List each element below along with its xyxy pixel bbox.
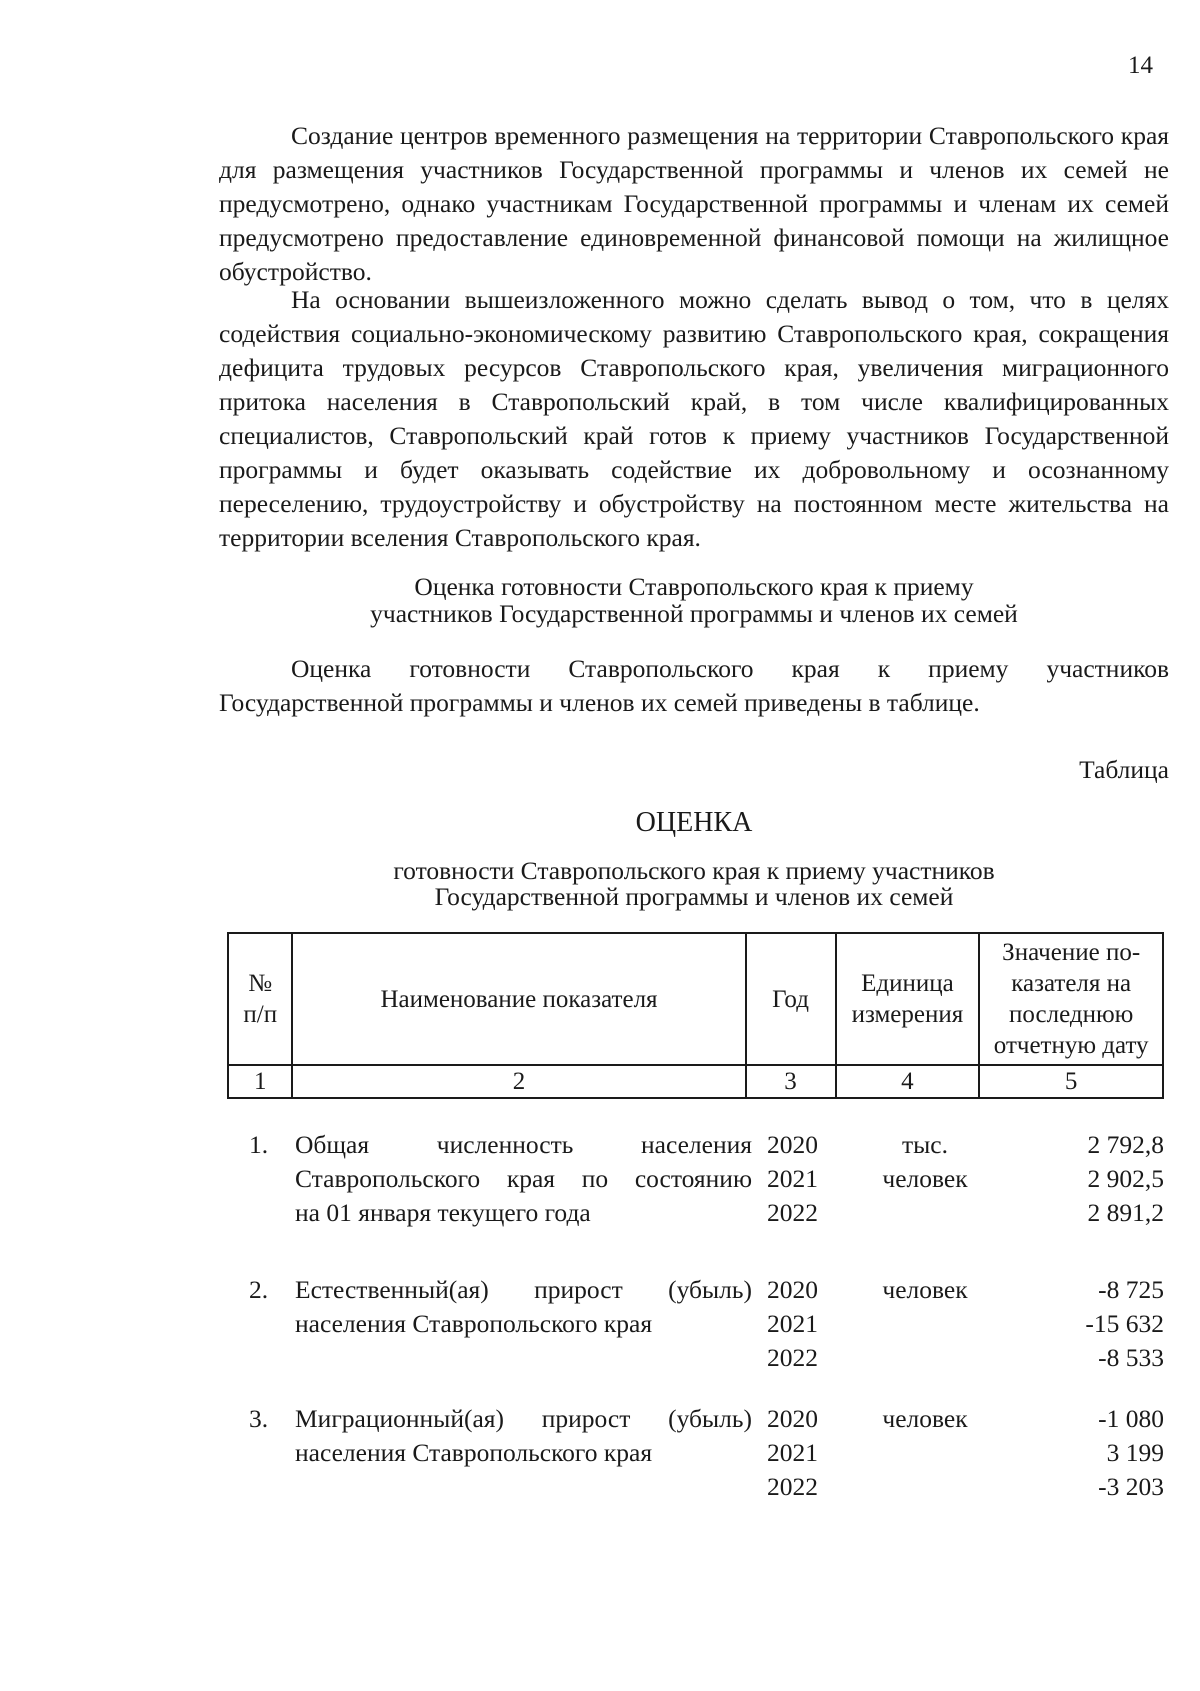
row-values: [899, 1273, 1164, 1375]
subheading-line-2: участников Государственной программы и членов их семей: [370, 599, 1018, 628]
column-number: 2: [292, 1065, 745, 1098]
indicator-value: 3 199: [1106, 1438, 1164, 1467]
indicator-value: 2 891,2: [1087, 1198, 1164, 1227]
indicator-name-line: населения Ставропольского края: [295, 1438, 653, 1467]
row-number: 3.: [249, 1404, 269, 1433]
unit-line: человек: [882, 1404, 968, 1433]
row-years: [767, 1402, 847, 1504]
row-number: 1.: [249, 1130, 269, 1159]
header-value-line: казателя на: [1011, 970, 1132, 997]
row-number: 2.: [249, 1275, 269, 1304]
header-value-line: последнюю: [1009, 1001, 1134, 1028]
row-indicator-name: [295, 1128, 752, 1230]
paragraph-centers: [219, 119, 1169, 289]
year-value: 2022: [767, 1343, 818, 1372]
indicator-name-line: населения Ставропольского края: [295, 1309, 653, 1338]
indicator-name-line: Естественный(ая) прирост (убыль): [295, 1275, 752, 1304]
unit-line: человек: [882, 1275, 968, 1304]
table-subtitle-line-2: Государственной программы и членов их семей: [434, 882, 954, 911]
column-number: 1: [228, 1065, 292, 1098]
year-value: 2022: [767, 1198, 818, 1227]
paragraph-conclusion: [219, 283, 1169, 555]
indicator-value: -15 632: [1085, 1309, 1164, 1338]
row-indicator-name: [295, 1273, 752, 1341]
year-value: 2020: [767, 1130, 818, 1159]
header-name-cell: Наименование показателя: [292, 933, 745, 1065]
year-value: 2021: [767, 1309, 818, 1338]
indicator-value: -8 725: [1098, 1275, 1164, 1304]
row-values: [899, 1402, 1164, 1504]
header-number-line: №: [248, 970, 273, 997]
year-value: 2020: [767, 1404, 818, 1433]
indicator-value: 2 902,5: [1087, 1164, 1164, 1193]
year-value: 2020: [767, 1275, 818, 1304]
header-number-cell: [228, 933, 292, 1065]
paragraph-text: Создание центров временного размещения на территории Ставропольского края для размещения участников Государственной программы и членов их семей не предусмотрено, однако участникам Государственной программы и членам их семей предусмотрено предоставление единовременной финансовой помощи на жилищное обустройство.: [219, 121, 1169, 286]
column-number: 5: [979, 1065, 1163, 1098]
indicator-name-line: Общая численность населения: [295, 1130, 752, 1159]
indicator-name-line: Миграционный(ая) прирост (убыль): [295, 1404, 752, 1433]
row-indicator-name: [295, 1402, 752, 1470]
unit-line: человек: [882, 1164, 968, 1193]
year-value: 2021: [767, 1438, 818, 1467]
row-years: [767, 1128, 847, 1230]
header-unit-line: измерения: [851, 1001, 964, 1028]
indicator-value: -1 080: [1098, 1404, 1164, 1433]
header-value-cell: [979, 933, 1163, 1065]
unit-line: тыс.: [902, 1130, 948, 1159]
column-number: 4: [836, 1065, 980, 1098]
table-title: ОЦЕНКА: [635, 807, 753, 838]
subheading-line-1: Оценка готовности Ставропольского края к приему: [414, 572, 974, 601]
row-years: [767, 1273, 847, 1375]
table-header: [227, 932, 1164, 1099]
year-value: 2021: [767, 1164, 818, 1193]
year-value: 2022: [767, 1472, 818, 1501]
header-number-line: п/п: [243, 1001, 278, 1028]
header-value-line: Значение по-: [1002, 939, 1141, 966]
page-number: 14: [1128, 52, 1153, 79]
indicator-name-line: на 01 января текущего года: [295, 1198, 591, 1227]
row-values: [899, 1128, 1164, 1230]
table-subtitle-line-1: готовности Ставропольского края к приему участников: [393, 856, 995, 885]
table-header-row: [228, 933, 1163, 1065]
header-year-cell: Год: [746, 933, 836, 1065]
indicator-value: -8 533: [1098, 1343, 1164, 1372]
section-subheading: [219, 573, 1169, 627]
indicator-name-line: Ставропольского края по состоянию: [295, 1164, 752, 1193]
header-value-line: отчетную дату: [993, 1032, 1149, 1059]
table-column-numbers-row: [228, 1065, 1163, 1098]
header-unit-cell: [836, 933, 980, 1065]
header-unit-line: Единица: [861, 970, 954, 997]
table-subtitle: [219, 858, 1169, 910]
indicator-value: 2 792,8: [1087, 1130, 1164, 1159]
paragraph-table-intro: [219, 652, 1169, 720]
table-label: Таблица: [1079, 755, 1169, 784]
paragraph-text: Оценка готовности Ставропольского края к приему участников Государственной программы и членов их семей приведены в таблице.: [219, 654, 1169, 717]
indicator-value: -3 203: [1098, 1472, 1164, 1501]
column-number: 3: [746, 1065, 836, 1098]
paragraph-text: На основании вышеизложенного можно сделать вывод о том, что в целях содействия социально-экономическому развитию Ставропольского края, сокращения дефицита трудовых ресурсов Ставропольского края, увеличения миграционного притока населения в Ставропольский край, в том числе квалифицированных специалистов, Ставропольский край готов к приему участников Государственной программы и будет оказывать содействие их добровольному и осознанному переселению, трудоустройству и обустройству на постоянном месте жительства на территории вселения Ставропольского края.: [219, 285, 1169, 552]
